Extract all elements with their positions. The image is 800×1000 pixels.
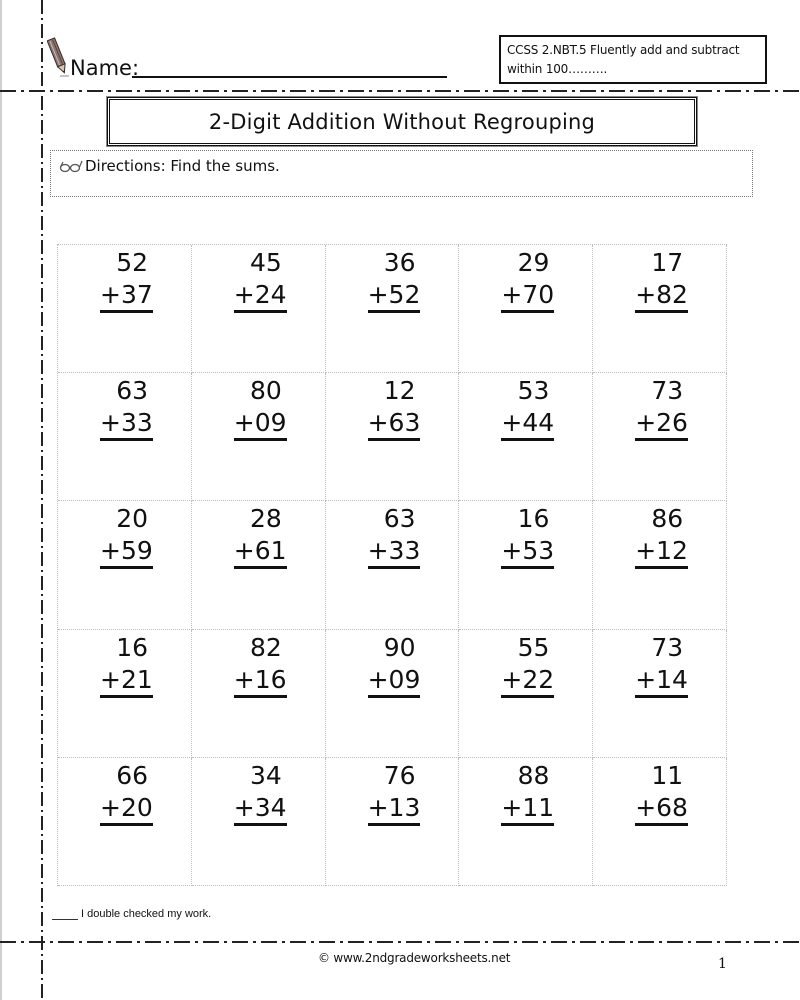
addend-top: 80 <box>249 376 282 406</box>
double-check-row <box>52 907 211 920</box>
addend-bottom: +21 <box>100 665 153 698</box>
pencil-icon <box>47 36 69 78</box>
addend-top: 45 <box>249 248 282 277</box>
addend-top: 11 <box>651 760 684 790</box>
problem-cell[interactable] <box>58 245 192 373</box>
addend-top: 34 <box>249 760 282 790</box>
name-label: Name: <box>70 56 140 80</box>
addend-bottom: +33 <box>100 408 153 441</box>
addend-bottom: +09 <box>368 665 421 698</box>
addend-bottom: +22 <box>501 665 554 698</box>
addend-top: 66 <box>116 760 148 790</box>
problem-cell[interactable] <box>326 501 460 629</box>
addend-top: 36 <box>383 248 416 277</box>
problem-cell[interactable] <box>459 501 593 629</box>
problem-cell[interactable] <box>326 373 460 501</box>
glasses-icon <box>59 160 83 174</box>
addend-top: 82 <box>249 632 282 662</box>
addend-top: 12 <box>383 376 416 406</box>
addend-bottom: +20 <box>100 793 153 826</box>
problem-cell[interactable] <box>192 245 326 373</box>
addend-top: 16 <box>517 504 550 534</box>
problem-cell[interactable] <box>58 373 192 501</box>
top-cut-line <box>0 90 800 92</box>
problem-grid <box>57 244 727 886</box>
addend-bottom: +61 <box>234 536 287 569</box>
problem-cell[interactable] <box>459 758 593 886</box>
problem-cell[interactable] <box>326 245 460 373</box>
addend-bottom: +24 <box>234 280 287 313</box>
addend-bottom: +52 <box>368 280 421 313</box>
problem-cell[interactable] <box>192 630 326 758</box>
problem-cell[interactable] <box>593 630 727 758</box>
addend-top: 53 <box>517 376 550 406</box>
addend-top: 76 <box>383 760 416 790</box>
addend-top: 29 <box>517 248 550 277</box>
addend-bottom: +26 <box>635 408 688 441</box>
addend-top: 63 <box>383 504 416 534</box>
problem-cell[interactable] <box>593 758 727 886</box>
addend-bottom: +37 <box>100 280 153 313</box>
problem-cell[interactable] <box>459 630 593 758</box>
check-text: I double checked my work. <box>81 908 212 920</box>
addend-bottom: +34 <box>234 793 287 826</box>
addend-bottom: +44 <box>501 408 554 441</box>
bottom-cut-line <box>0 941 800 943</box>
page-number: 1 <box>718 956 727 972</box>
addend-bottom: +70 <box>501 280 554 313</box>
problem-cell[interactable] <box>326 630 460 758</box>
problem-cell[interactable] <box>192 758 326 886</box>
standard-box: CCSS 2.NBT.5 Fluently add and subtract within 100………. <box>499 35 767 84</box>
problem-cell[interactable] <box>326 758 460 886</box>
problem-cell[interactable] <box>192 501 326 629</box>
addend-bottom: +11 <box>501 793 554 826</box>
copyright-text: © www.2ndgradeworksheets.net <box>318 951 511 965</box>
addend-bottom: +53 <box>501 536 554 569</box>
problem-cell[interactable] <box>459 245 593 373</box>
addend-top: 88 <box>517 760 550 790</box>
addend-bottom: +16 <box>234 665 287 698</box>
name-field[interactable] <box>132 76 447 78</box>
addend-top: 73 <box>651 632 684 662</box>
worksheet-title: 2-Digit Addition Without Regrouping <box>208 109 596 134</box>
addend-top: 63 <box>116 376 148 406</box>
addend-top: 17 <box>651 248 684 277</box>
vertical-cut-line <box>41 0 43 1000</box>
addend-bottom: +12 <box>635 536 688 569</box>
addend-bottom: +59 <box>100 536 153 569</box>
page-edge <box>0 0 2 1000</box>
addend-bottom: +13 <box>368 793 421 826</box>
addend-top: 55 <box>517 632 550 662</box>
addend-bottom: +33 <box>368 536 421 569</box>
addend-top: 52 <box>116 248 148 277</box>
addend-top: 28 <box>249 504 282 534</box>
problem-cell[interactable] <box>459 373 593 501</box>
problem-cell[interactable] <box>593 501 727 629</box>
addend-top: 90 <box>383 632 416 662</box>
problem-cell[interactable] <box>58 630 192 758</box>
title-box <box>107 97 697 146</box>
problem-cell[interactable] <box>593 245 727 373</box>
addend-bottom: +14 <box>635 665 688 698</box>
check-blank[interactable] <box>52 907 78 920</box>
addend-top: 20 <box>116 504 148 534</box>
problem-cell[interactable] <box>192 373 326 501</box>
addend-top: 86 <box>651 504 684 534</box>
addend-bottom: +09 <box>234 408 287 441</box>
addend-top: 73 <box>651 376 684 406</box>
addend-bottom: +68 <box>635 793 688 826</box>
problem-cell[interactable] <box>58 501 192 629</box>
problem-cell[interactable] <box>593 373 727 501</box>
addend-bottom: +63 <box>368 408 421 441</box>
addend-bottom: +82 <box>635 280 688 313</box>
addend-top: 16 <box>116 632 148 662</box>
problem-cell[interactable] <box>58 758 192 886</box>
directions-text: Directions: Find the sums. <box>85 157 280 175</box>
directions-box <box>50 150 753 197</box>
